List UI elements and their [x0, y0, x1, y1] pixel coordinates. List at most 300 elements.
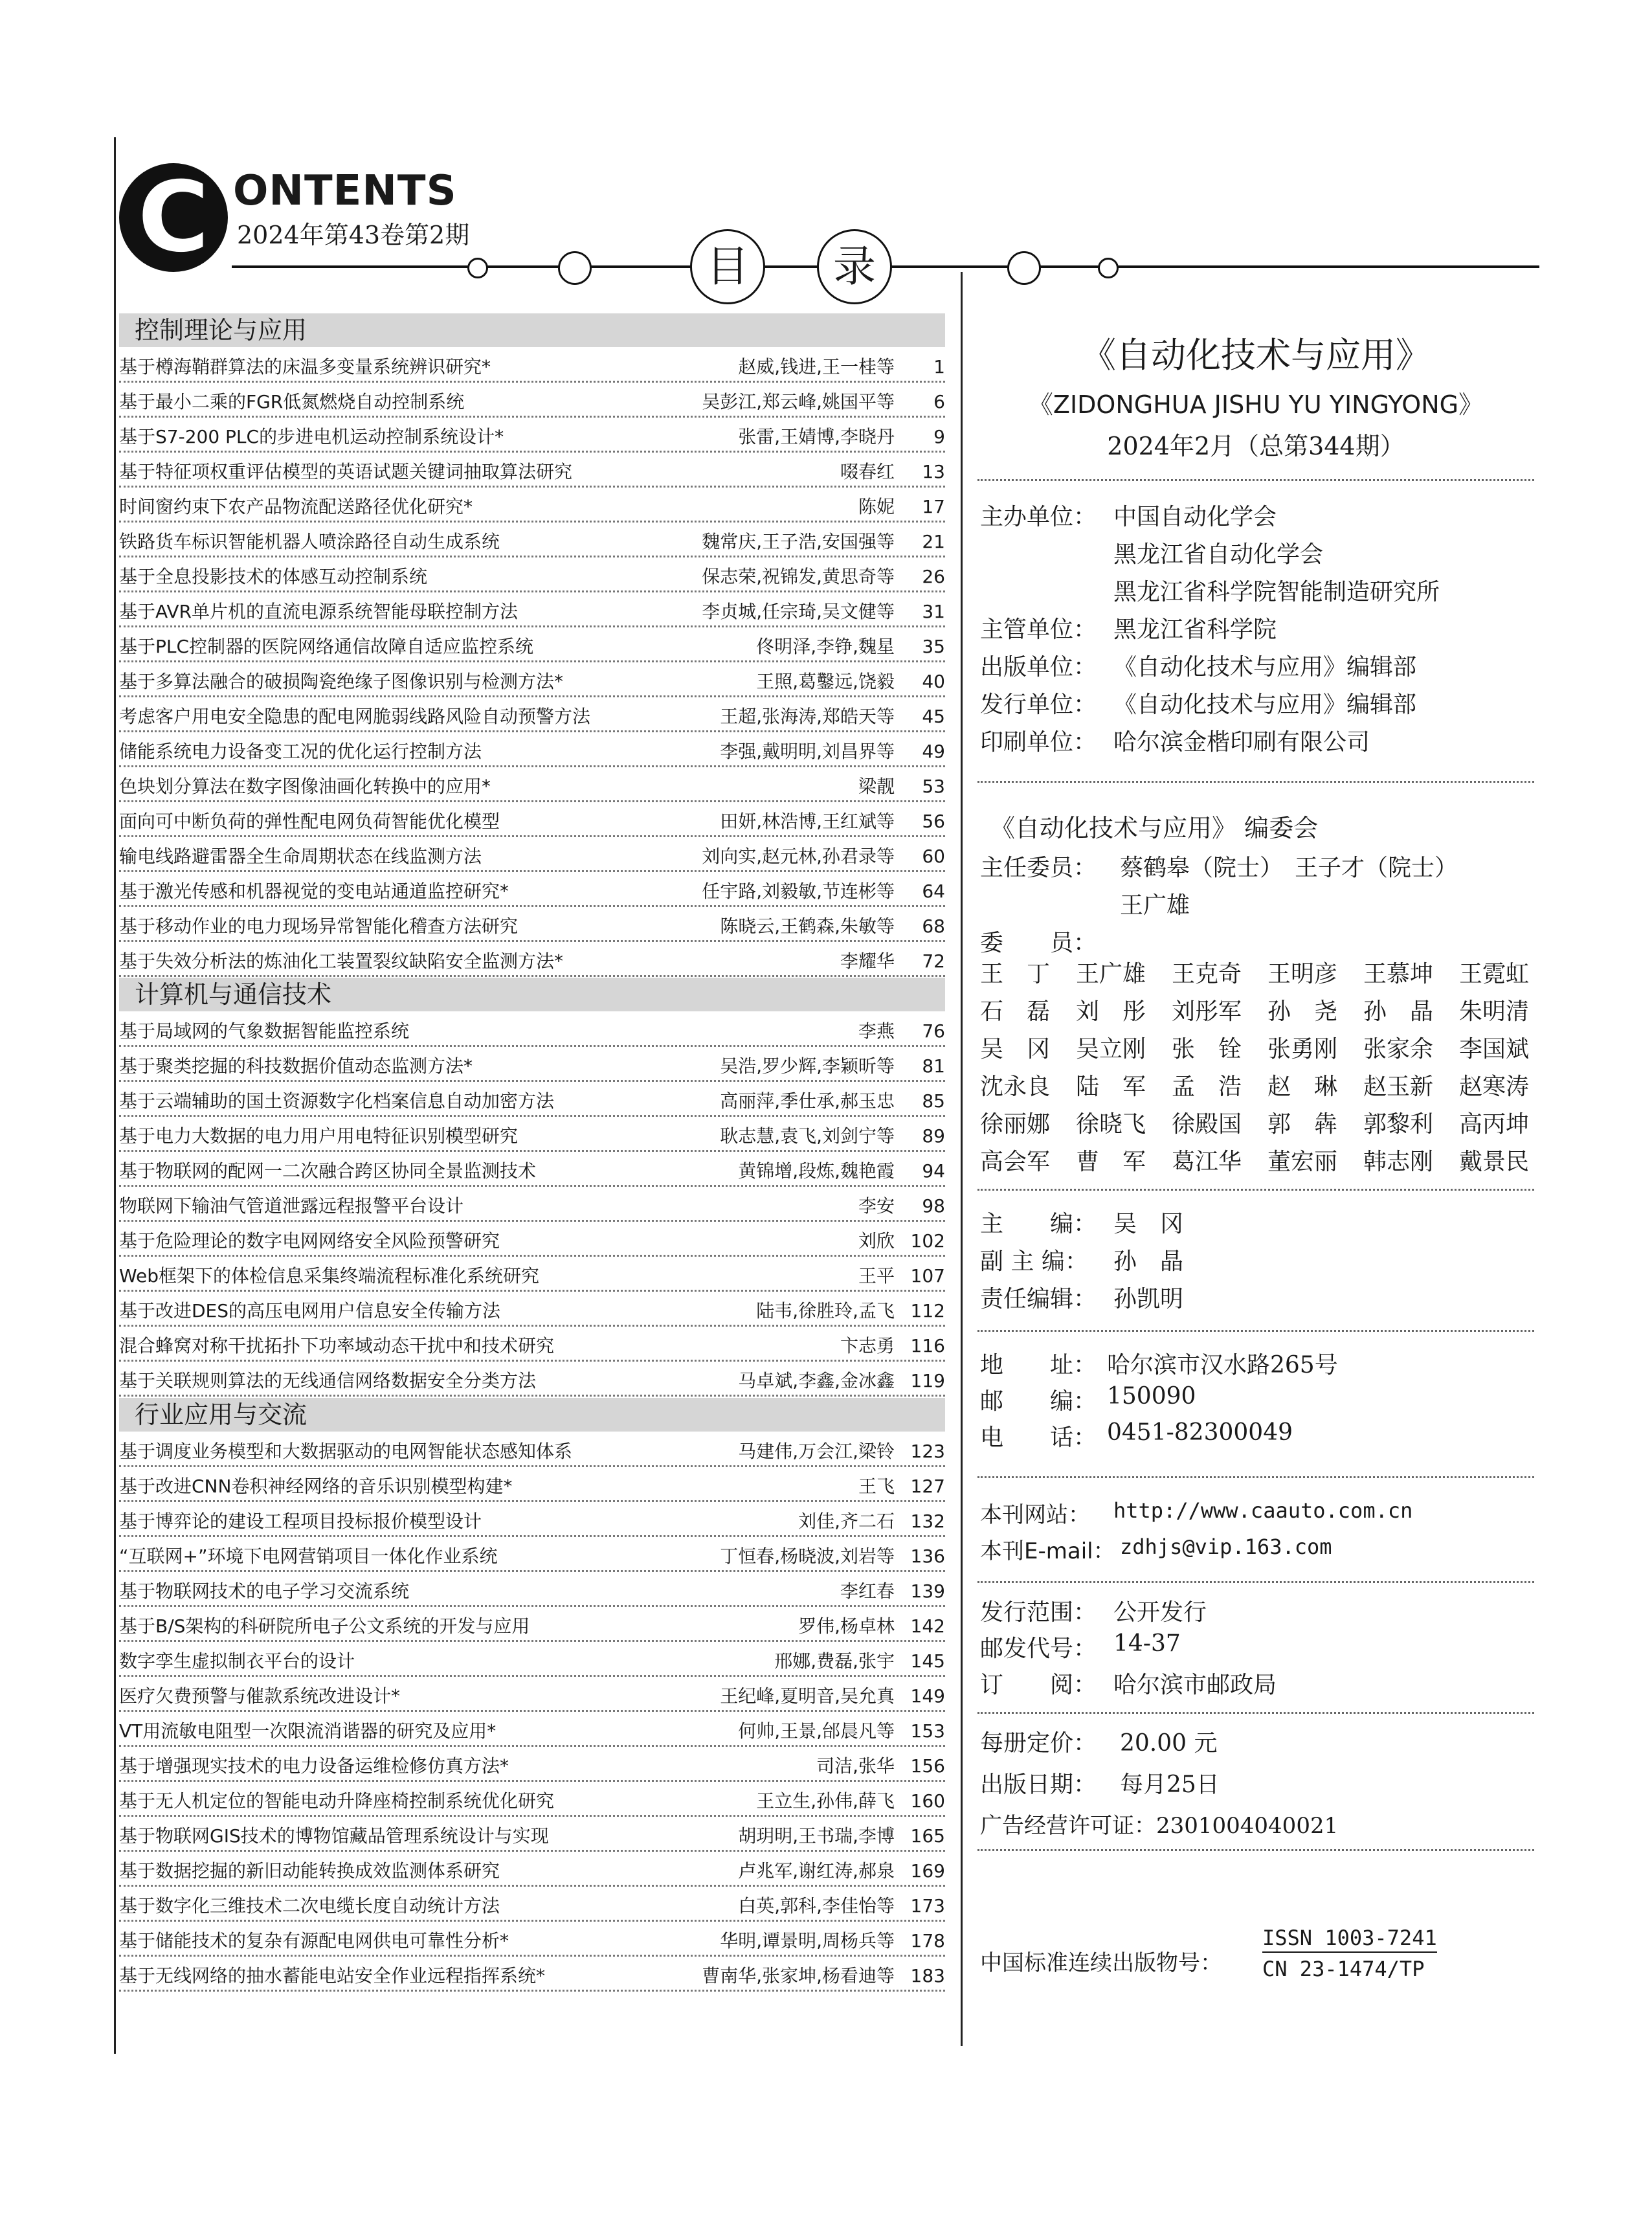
board-title: 《自动化技术与应用》 编委会 — [990, 814, 1319, 842]
dotted-divider — [977, 1849, 1534, 1851]
phone: 0451-82300049 — [1107, 1419, 1293, 1446]
responsible-editor: 孙凯明 — [1113, 1286, 1184, 1312]
article-page: 89 — [922, 1125, 945, 1147]
article-page: 68 — [922, 916, 945, 937]
dotted-divider — [977, 781, 1534, 783]
article-page: 56 — [922, 811, 945, 832]
board-member: 张勇刚 — [1267, 1036, 1338, 1062]
dotted-leader — [119, 905, 945, 907]
board-member: 王慕坤 — [1363, 961, 1434, 987]
article-title: 基于局域网的气象数据智能监控系统 — [119, 1020, 410, 1042]
dotted-leader — [119, 1220, 945, 1222]
toc-entry[interactable] — [119, 1574, 945, 1609]
dotted-leader — [119, 1360, 945, 1362]
article-authors: 田妍,林浩博,王红斌等 — [720, 811, 895, 832]
publisher: 《自动化技术与应用》编辑部 — [1113, 654, 1417, 680]
logo-c-letter: C — [137, 161, 210, 274]
article-title: 基于博弈论的建设工程项目投标报价模型设计 — [119, 1511, 482, 1532]
dotted-leader — [119, 1570, 945, 1572]
zip-code: 150090 — [1107, 1383, 1196, 1410]
article-page: 119 — [910, 1370, 945, 1391]
toc-entry[interactable] — [119, 1609, 945, 1644]
dotted-leader — [119, 1535, 945, 1537]
toc-entry[interactable] — [119, 944, 945, 979]
article-authors: 李燕 — [858, 1020, 895, 1042]
article-page: 153 — [910, 1720, 945, 1742]
toc-entry[interactable] — [119, 874, 945, 909]
dotted-leader — [119, 1990, 945, 1992]
issn-label: 中国标准连续出版物号： — [980, 1950, 1222, 1976]
dotted-leader — [119, 1920, 945, 1922]
board-member: 葛江华 — [1172, 1149, 1242, 1175]
article-title: 输电线路避雷器全生命周期状态在线监测方法 — [119, 846, 482, 867]
dotted-leader — [119, 800, 945, 802]
article-title: 基于改进DES的高压电网用户信息安全传输方法 — [119, 1300, 501, 1321]
dotted-leader — [119, 451, 945, 453]
article-authors: 王飞 — [858, 1476, 895, 1497]
board-member: 孙 尧 — [1267, 998, 1338, 1025]
article-authors: 白英,郭科,李佳怡等 — [738, 1895, 895, 1917]
article-title: 基于云端辅助的国土资源数字化档案信息自动加密方法 — [119, 1090, 555, 1112]
article-authors: 刘佳,齐二石 — [798, 1511, 895, 1532]
distributor-label: 发行单位： — [980, 691, 1097, 718]
chief-editor-label: 主 编： — [980, 1211, 1097, 1237]
article-authors: 高丽萍,季仕承,郝玉忠 — [720, 1090, 895, 1112]
dotted-divider — [977, 1581, 1534, 1583]
dotted-leader — [119, 1465, 945, 1467]
dotted-leader — [119, 1185, 945, 1187]
article-page: 1 — [933, 356, 945, 377]
article-title: 基于储能技术的复杂有源配电网供电可靠性分析* — [119, 1930, 509, 1951]
article-title: 基于物联网技术的电子学习交流系统 — [119, 1580, 410, 1602]
article-title: 面向可中断负荷的弹性配电网负荷智能优化模型 — [119, 811, 500, 832]
article-page: 136 — [910, 1546, 945, 1567]
dotted-leader — [119, 1710, 945, 1712]
toc-entry[interactable] — [119, 1924, 945, 1959]
article-title: 基于B/S架构的科研院所电子公文系统的开发与应用 — [119, 1615, 530, 1637]
toc-entry[interactable] — [119, 1189, 945, 1224]
article-authors: 胡玥明,王书瑞,李博 — [738, 1825, 895, 1847]
section-title: 计算机与通信技术 — [135, 980, 332, 1009]
zip-label: 邮 编： — [980, 1388, 1097, 1415]
dotted-leader — [119, 1115, 945, 1117]
article-title: 基于樽海鞘群算法的床温多变量系统辨识研究* — [119, 356, 491, 377]
toc-entry[interactable] — [119, 1119, 945, 1154]
dotted-leader — [119, 660, 945, 662]
toc-entry[interactable] — [119, 909, 945, 944]
dotted-leader — [119, 1745, 945, 1747]
article-authors: 梁靓 — [858, 776, 895, 797]
article-title: 物联网下输油气管道泄露远程报警平台设计 — [119, 1195, 464, 1217]
article-title: 基于调度业务模型和大数据驱动的电网智能状态感知体系 — [119, 1441, 573, 1462]
distributor: 《自动化技术与应用》编辑部 — [1113, 691, 1417, 718]
article-title: 基于激光传感和机器视觉的变电站通道监控研究* — [119, 881, 509, 902]
postal-code-label: 邮发代号： — [980, 1636, 1097, 1662]
section-title: 控制理论与应用 — [135, 316, 307, 344]
toc-entry[interactable] — [119, 1259, 945, 1294]
article-page: 107 — [910, 1265, 945, 1287]
dotted-leader — [119, 1640, 945, 1642]
dotted-leader — [119, 590, 945, 592]
article-authors: 吴彭江,郑云峰,姚国平等 — [702, 391, 895, 412]
toc-entry[interactable] — [119, 839, 945, 874]
email-link[interactable]: zdhjs@vip.163.com — [1120, 1535, 1332, 1559]
article-page: 53 — [922, 776, 945, 797]
deputy-editor-label: 副 主 编： — [980, 1248, 1088, 1275]
toc-entry[interactable] — [119, 524, 945, 559]
board-members-label: 委 员： — [980, 930, 1097, 956]
board-member: 徐晓飞 — [1076, 1111, 1146, 1138]
board-member: 高丙坤 — [1459, 1111, 1530, 1138]
article-title: 数字孪生虚拟制衣平台的设计 — [119, 1650, 355, 1672]
toc-entry[interactable] — [119, 1364, 945, 1399]
dotted-divider — [977, 1476, 1534, 1478]
board-member: 王霓虹 — [1459, 961, 1530, 987]
toc-entry[interactable] — [119, 1539, 945, 1574]
board-member: 李国斌 — [1459, 1036, 1530, 1062]
board-member: 董宏丽 — [1267, 1149, 1338, 1175]
dotted-leader — [119, 1850, 945, 1852]
dotted-divider — [977, 1330, 1534, 1332]
issn-number: ISSN 1003-7241 — [1262, 1926, 1437, 1953]
article-page: 149 — [910, 1685, 945, 1707]
dotted-divider — [977, 1189, 1534, 1191]
article-page: 94 — [922, 1160, 945, 1182]
board-member: 孙 晶 — [1363, 998, 1434, 1025]
section-header — [119, 1398, 945, 1432]
article-authors: 啜春红 — [840, 461, 895, 482]
publisher-label: 出版单位： — [980, 654, 1097, 680]
article-authors: 何帅,王景,邰晨凡等 — [738, 1720, 895, 1742]
article-page: 123 — [910, 1441, 945, 1462]
board-member: 朱明清 — [1459, 998, 1530, 1025]
article-authors: 张雷,王婧博,李晓丹 — [738, 426, 895, 447]
toc-entry[interactable] — [119, 1504, 945, 1539]
toc-entry[interactable] — [119, 1084, 945, 1119]
article-title: 时间窗约束下农产品物流配送路径优化研究* — [119, 496, 473, 517]
website-link[interactable]: http://www.caauto.com.cn — [1113, 1498, 1413, 1523]
article-title: 基于危险理论的数字电网网络安全风险预警研究 — [119, 1230, 500, 1252]
article-authors: 吴浩,罗少辉,李颖昕等 — [720, 1055, 895, 1077]
postal-code: 14-37 — [1113, 1630, 1181, 1657]
article-page: 76 — [922, 1020, 945, 1042]
sponsor-2: 黑龙江省自动化学会 — [1113, 541, 1324, 568]
toc-entry[interactable] — [119, 455, 945, 489]
dotted-leader — [119, 625, 945, 627]
article-page: 169 — [910, 1860, 945, 1882]
board-member: 赵玉新 — [1363, 1074, 1434, 1100]
article-page: 112 — [910, 1300, 945, 1321]
rule-ring-left — [558, 251, 592, 285]
article-title: 基于S7-200 PLC的步进电机运动控制系统设计* — [119, 426, 504, 447]
left-vertical-rule — [114, 137, 116, 2054]
supervisor: 黑龙江省科学院 — [1113, 616, 1277, 643]
article-page: 98 — [922, 1195, 945, 1217]
article-title: 基于关联规则算法的无线通信网络数据安全分类方法 — [119, 1370, 537, 1391]
toc-entry[interactable] — [119, 699, 945, 734]
article-authors: 李贞城,任宗琦,吴文健等 — [702, 601, 895, 622]
dotted-leader — [119, 730, 945, 732]
toc-entry[interactable] — [119, 1959, 945, 1994]
board-member: 徐丽娜 — [980, 1111, 1051, 1138]
board-member: 张 铨 — [1172, 1036, 1242, 1062]
toc-entry[interactable] — [119, 1854, 945, 1889]
dotted-leader — [119, 1885, 945, 1887]
board-chairs-2: 王广雄 — [1120, 892, 1190, 919]
dotted-leader — [119, 1780, 945, 1782]
article-title: 铁路货车标识智能机器人喷涂路径自动生成系统 — [119, 531, 500, 552]
article-title: 混合蜂窝对称干扰拓扑下功率域动态干扰中和技术研究 — [119, 1335, 555, 1356]
board-member: 王广雄 — [1076, 961, 1146, 987]
article-authors: 马卓斌,李鑫,金冰鑫 — [738, 1370, 895, 1391]
toc-entry[interactable] — [119, 1154, 945, 1189]
article-title: “互联网+”环境下电网营销项目一体化作业系统 — [119, 1546, 498, 1567]
article-title: 基于无人机定位的智能电动升降座椅控制系统优化研究 — [119, 1790, 555, 1812]
rule-ring-small-left — [467, 258, 488, 278]
address: 哈尔滨市汉水路265号 — [1107, 1352, 1338, 1378]
toc-entry[interactable] — [119, 594, 945, 629]
toc-entry[interactable] — [119, 1049, 945, 1084]
distribution-scope: 公开发行 — [1113, 1599, 1207, 1626]
issue-volume: 2024年第43卷第2期 — [237, 221, 470, 249]
toc-entry[interactable] — [119, 664, 945, 699]
toc-entry[interactable] — [119, 350, 945, 385]
board-member: 刘彤军 — [1172, 998, 1242, 1025]
toc-entry[interactable] — [119, 804, 945, 839]
toc-entry[interactable] — [119, 1889, 945, 1924]
board-member: 张家余 — [1363, 1036, 1434, 1062]
board-member: 吴 冈 — [980, 1036, 1051, 1062]
article-page: 40 — [922, 671, 945, 692]
dotted-leader — [119, 940, 945, 942]
dotted-leader — [119, 1045, 945, 1047]
mu-circle: 目 — [690, 229, 765, 304]
toc-entry[interactable] — [119, 769, 945, 804]
article-title: 基于物联网GIS技术的博物馆藏品管理系统设计与实现 — [119, 1825, 549, 1847]
article-title: 基于电力大数据的电力用户用电特征识别模型研究 — [119, 1125, 519, 1147]
section-header — [119, 978, 945, 1011]
dotted-leader — [119, 870, 945, 872]
article-authors: 刘欣 — [858, 1230, 895, 1252]
article-title: 基于数字化三维技术二次电缆长度自动统计方法 — [119, 1895, 500, 1917]
toc-entry[interactable] — [119, 1714, 945, 1749]
article-page: 85 — [922, 1090, 945, 1112]
article-page: 116 — [910, 1335, 945, 1356]
board-member: 王 丁 — [980, 961, 1051, 987]
article-authors: 曹南华,张家坤,杨看迪等 — [702, 1965, 895, 1986]
article-page: 102 — [910, 1230, 945, 1252]
article-page: 13 — [922, 461, 945, 482]
article-page: 21 — [922, 531, 945, 552]
printer-label: 印刷单位： — [980, 729, 1097, 756]
toc-entry[interactable] — [119, 489, 945, 524]
article-authors: 陈晓云,王鹤森,朱敏等 — [720, 916, 895, 937]
toc-entry[interactable] — [119, 1749, 945, 1784]
toc-entry[interactable] — [119, 1294, 945, 1329]
article-authors: 李耀华 — [840, 950, 895, 972]
dotted-leader — [119, 975, 945, 977]
article-title: 医疗欠费预警与催款系统改进设计* — [119, 1685, 401, 1707]
article-authors: 保志荣,祝锦发,黄思奇等 — [702, 566, 895, 587]
article-page: 31 — [922, 601, 945, 622]
article-authors: 马建伟,万会江,梁铃 — [738, 1441, 895, 1462]
dotted-leader — [119, 1290, 945, 1292]
article-page: 183 — [910, 1965, 945, 1986]
article-page: 6 — [933, 391, 945, 412]
board-member: 石 磊 — [980, 998, 1051, 1025]
article-page: 45 — [922, 706, 945, 727]
dotted-leader — [119, 416, 945, 418]
board-chairs: 蔡鹤皋（院士） 王子才（院士） — [1120, 855, 1458, 881]
article-page: 132 — [910, 1511, 945, 1532]
dotted-leader — [119, 1325, 945, 1327]
rule-ring-small-right — [1098, 258, 1119, 278]
subscription-label: 订 阅： — [980, 1672, 1097, 1698]
section-header — [119, 313, 945, 347]
article-title: 基于最小二乘的FGR低氮燃烧自动控制系统 — [119, 391, 465, 412]
article-page: 160 — [910, 1790, 945, 1812]
article-authors: 李强,戴明明,刘昌界等 — [720, 741, 895, 762]
article-title: VT用流敏电阻型一次限流消谐器的研究及应用* — [119, 1720, 497, 1742]
journal-issue: 2024年2月（总第344期） — [1107, 432, 1405, 460]
toc-entry[interactable] — [119, 1784, 945, 1819]
article-page: 49 — [922, 741, 945, 762]
board-member: 赵寒涛 — [1459, 1074, 1530, 1100]
journal-title: 《自动化技术与应用》 — [1081, 335, 1431, 376]
article-authors: 华明,谭景明,周杨兵等 — [720, 1930, 895, 1951]
toc-entry[interactable] — [119, 1434, 945, 1469]
dotted-leader — [119, 521, 945, 523]
board-member: 高会军 — [980, 1149, 1051, 1175]
dotted-divider — [977, 479, 1534, 481]
toc-entry[interactable] — [119, 1679, 945, 1714]
dotted-leader — [119, 1255, 945, 1257]
board-member: 沈永良 — [980, 1074, 1051, 1100]
dotted-leader — [119, 1815, 945, 1817]
article-page: 35 — [922, 636, 945, 657]
article-authors: 卞志勇 — [840, 1335, 895, 1356]
article-title: 基于失效分析法的炼油化工装置裂纹缺陷安全监测方法* — [119, 950, 564, 972]
article-authors: 丁恒春,杨晓波,刘岩等 — [720, 1546, 895, 1567]
board-member: 吴立刚 — [1076, 1036, 1146, 1062]
toc-entry[interactable] — [119, 1014, 945, 1049]
article-authors: 王纪峰,夏明音,吴允真 — [720, 1685, 895, 1707]
dotted-leader — [119, 695, 945, 697]
dotted-divider — [977, 1712, 1534, 1714]
article-page: 139 — [910, 1580, 945, 1602]
article-title: 基于全息投影技术的体感互动控制系统 — [119, 566, 428, 587]
article-page: 64 — [922, 881, 945, 902]
article-authors: 任宇路,刘毅敏,节连彬等 — [702, 881, 895, 902]
toc-entry[interactable] — [119, 420, 945, 455]
publish-date-label: 出版日期： — [980, 1771, 1097, 1798]
toc-entry[interactable] — [119, 385, 945, 420]
center-vertical-rule — [961, 272, 963, 2046]
article-authors: 李红春 — [840, 1580, 895, 1602]
article-page: 17 — [922, 496, 945, 517]
dotted-leader — [119, 1605, 945, 1607]
article-authors: 王平 — [858, 1265, 895, 1287]
board-member: 刘 彤 — [1076, 998, 1146, 1025]
dotted-leader — [119, 1080, 945, 1082]
dotted-leader — [119, 486, 945, 488]
article-authors: 王立生,孙伟,薛飞 — [756, 1790, 895, 1812]
board-member: 孟 浩 — [1172, 1074, 1242, 1100]
address-label: 地 址： — [980, 1352, 1097, 1378]
toc-entry[interactable] — [119, 1819, 945, 1854]
board-members-grid — [980, 957, 1555, 1180]
article-title: Web框架下的体检信息采集终端流程标准化系统研究 — [119, 1265, 540, 1287]
article-title: 基于聚类挖掘的科技数据价值动态监测方法* — [119, 1055, 473, 1077]
board-member: 曹 军 — [1076, 1149, 1146, 1175]
article-title: 基于改进CNN卷积神经网络的音乐识别模型构建* — [119, 1476, 513, 1497]
article-authors: 王照,葛鑿远,饶毅 — [756, 671, 895, 692]
dotted-leader — [119, 381, 945, 383]
toc-entry[interactable] — [119, 1224, 945, 1259]
board-member: 郭黎利 — [1363, 1111, 1434, 1138]
cn-number: CN 23-1474/TP — [1262, 1957, 1425, 1981]
board-member: 徐殿国 — [1172, 1111, 1242, 1138]
toc-entry[interactable] — [119, 629, 945, 664]
website-label: 本刊网站： — [980, 1502, 1090, 1528]
article-title: 基于无线网络的抽水蓄能电站安全作业远程指挥系统* — [119, 1965, 546, 1986]
board-chair-label: 主任委员： — [980, 855, 1097, 881]
toc-entry[interactable] — [119, 734, 945, 769]
article-authors: 刘向实,赵元林,孙君录等 — [702, 846, 895, 867]
dotted-leader — [119, 1675, 945, 1677]
supervisor-label: 主管单位： — [980, 616, 1097, 643]
article-authors: 邢娜,费磊,张宇 — [774, 1650, 895, 1672]
article-page: 165 — [910, 1825, 945, 1847]
toc-entry[interactable] — [119, 1644, 945, 1679]
toc-entry[interactable] — [119, 559, 945, 594]
article-authors: 司洁,张华 — [816, 1755, 895, 1777]
article-title: 考虑客户用电安全隐患的配电网脆弱线路风险自动预警方法 — [119, 706, 591, 727]
email-label: 本刊E-mail： — [980, 1538, 1115, 1564]
chief-editor: 吴 冈 — [1113, 1211, 1184, 1237]
toc-entry[interactable] — [119, 1469, 945, 1504]
dotted-leader — [119, 1150, 945, 1152]
article-authors: 黄锦增,段炼,魏艳霞 — [738, 1160, 895, 1182]
article-page: 173 — [910, 1895, 945, 1917]
contents-logo-c — [119, 163, 228, 272]
article-authors: 李安 — [858, 1195, 895, 1217]
dotted-leader — [119, 765, 945, 767]
sponsor-label: 主办单位： — [980, 504, 1097, 530]
article-authors: 罗伟,杨卓林 — [798, 1615, 895, 1637]
article-title: 储能系统电力设备变工况的优化运行控制方法 — [119, 741, 482, 762]
deputy-editor: 孙 晶 — [1113, 1248, 1184, 1275]
article-page: 60 — [922, 846, 945, 867]
sponsor-3: 黑龙江省科学院智能制造研究所 — [1113, 579, 1440, 605]
article-authors: 佟明泽,李铮,魏星 — [756, 636, 895, 657]
ad-license: 广告经营许可证：2301004040021 — [980, 1813, 1339, 1839]
responsible-editor-label: 责任编辑： — [980, 1286, 1097, 1312]
rule-ring-right — [1007, 251, 1041, 285]
toc-entry[interactable] — [119, 1329, 945, 1364]
distribution-scope-label: 发行范围： — [980, 1599, 1097, 1626]
article-title: 基于增强现实技术的电力设备运维检修仿真方法* — [119, 1755, 509, 1777]
board-member: 郭 犇 — [1267, 1111, 1338, 1138]
article-title: 色块划分算法在数字图像油画化转换中的应用* — [119, 776, 491, 797]
article-page: 145 — [910, 1650, 945, 1672]
article-title: 基于数据挖掘的新旧动能转换成效监测体系研究 — [119, 1860, 500, 1882]
dotted-leader — [119, 556, 945, 557]
article-page: 178 — [910, 1930, 945, 1951]
article-authors: 陆韦,徐胜玲,孟飞 — [756, 1300, 895, 1321]
article-page: 26 — [922, 566, 945, 587]
dotted-leader — [119, 1395, 945, 1397]
